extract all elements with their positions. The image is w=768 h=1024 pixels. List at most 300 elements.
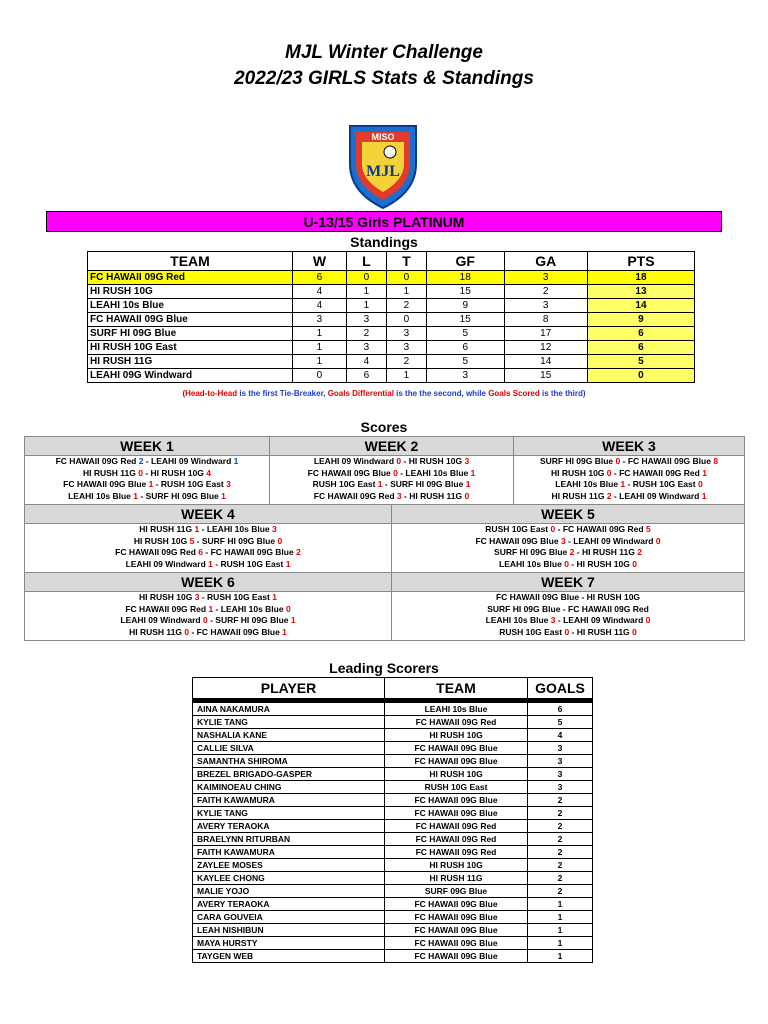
scorers-col-header: TEAM [385,678,528,699]
stat-cell: 17 [504,327,587,341]
standings-col-header: L [346,252,386,271]
player-name: KAYLEE CHONG [193,872,385,885]
away-score: 1 [233,456,239,466]
stat-cell: 15 [426,285,504,299]
away-team: LEAHI 10s Blue [220,603,284,614]
standings-col-header: W [293,252,347,271]
away-team: HI RUSH 10G [586,592,641,602]
player-goals: 2 [528,885,593,898]
home-score: 6 [198,547,204,557]
home-team: LEAHI 09 Windward [125,558,206,569]
team-name: FC HAWAII 09G Red [88,271,293,285]
away-score: 0 [655,535,661,546]
home-score: 0 [138,467,143,478]
player-team: FC HAWAII 09G Blue [385,807,528,820]
player-goals: 1 [528,924,593,937]
player-goals: 2 [528,846,593,859]
away-score: 1 [290,615,296,625]
player-team: FC HAWAII 09G Red [385,833,528,846]
stat-cell: 9 [426,299,504,313]
team-name: LEAHI 09G Windward [88,369,293,383]
stat-cell: 18 [426,271,504,285]
player-team: FC HAWAII 09G Blue [385,742,528,755]
away-team: SURF HI 09G Blue [215,615,289,625]
week-box [391,572,745,641]
stat-cell: 3 [346,313,386,327]
week-box [24,572,392,641]
standings-row [88,285,695,299]
game-result: LEAHI 09 Windward 0 - HI RUSH 10G 3 [313,456,470,466]
game-result: HI RUSH 11G 0 - HI RUSH 10G 4 [82,467,212,478]
scorer-row [193,833,593,846]
week-box [24,504,392,573]
standings-col-header: T [386,252,426,271]
game-result: HI RUSH 11G 1 - LEAHI 10s Blue 3 [139,524,277,534]
week-box [269,436,514,505]
away-team: HI RUSH 10G [576,558,630,569]
player-goals: 2 [528,833,593,846]
team-name: HI RUSH 10G [88,285,293,299]
standings-col-header: PTS [587,252,694,271]
scorer-row [193,807,593,820]
player-name: CALLIE SILVA [193,742,385,755]
away-team: HI RUSH 11G [409,490,463,501]
home-team: HI RUSH 11G [551,490,605,501]
stat-cell: 2 [386,355,426,369]
away-team: FC HAWAII 09G Red [568,603,649,614]
stat-cell: 15 [504,369,587,383]
week-title: WEEK 3 [514,437,744,456]
home-score: 5 [189,535,195,546]
standings-row [88,355,695,369]
away-team: FC HAWAII 09G Blue [627,456,711,466]
stat-cell: 3 [504,299,587,313]
player-team: FC HAWAII 09G Blue [385,911,528,924]
away-score: 1 [701,490,707,501]
standings-col-header: GF [426,252,504,271]
standings-col-header: GA [504,252,587,271]
game-result: HI RUSH 10G 3 - RUSH 10G East 1 [139,592,277,602]
standings-row [88,369,695,383]
standings-label: Standings [350,234,418,250]
away-score: 0 [632,626,637,637]
scorer-row [193,794,593,807]
home-score: 0 [564,626,570,637]
player-name: FAITH KAWAMURA [193,846,385,859]
home-score: 1 [148,479,154,489]
home-score: 1 [194,524,200,534]
home-team: LEAHI 10s Blue [68,490,131,501]
svg-text:MJL: MJL [366,163,400,180]
game-result: RUSH 10G East 0 - FC HAWAII 09G Red 5 [485,524,651,534]
standings-col-header: TEAM [88,252,293,271]
away-score: 5 [645,524,651,534]
away-team: FC HAWAII 09G Red [562,524,644,534]
home-team: FC HAWAII 09G Blue [475,535,559,546]
home-team: LEAHI 10s Blue [555,479,619,489]
player-name: NASHALIA KANE [193,729,385,742]
game-result: RUSH 10G East 1 - SURF HI 09G Blue 1 [312,479,471,489]
week-title: WEEK 6 [25,573,391,592]
stat-cell: 0 [293,369,347,383]
stat-cell: 9 [587,313,694,327]
player-name: ZAYLEE MOSES [193,859,385,872]
svg-text:MISO: MISO [371,132,395,142]
stat-cell: 1 [346,299,386,313]
stat-cell: 5 [426,355,504,369]
stat-cell: 1 [293,341,347,355]
home-team: RUSH 10G East [485,524,549,534]
scorer-row [193,781,593,794]
away-score: 1 [272,592,277,602]
player-name: LEAH NISHIBUN [193,924,385,937]
away-team: FC HAWAII 09G Blue [196,626,280,637]
away-team: LEAHI 09 Windward [563,615,644,625]
home-team: HI RUSH 11G [82,467,136,478]
player-goals: 1 [528,898,593,911]
stat-cell: 3 [293,313,347,327]
away-team: RUSH 10G East [220,558,284,569]
tiebreaker-note: (Head-to-Head is the first Tie-Breaker, Goals Differential is the the second, while Goals Scored is the third) [182,389,586,398]
game-result: FC HAWAII 09G Blue 0 - LEAHI 10s Blue 1 [307,467,476,478]
away-team: LEAHI 09 Windward [151,456,232,466]
home-team: LEAHI 09 Windward [313,456,395,466]
week-title: WEEK 4 [25,505,391,524]
stat-cell: 3 [386,341,426,355]
stat-cell: 13 [587,285,694,299]
home-team: SURF HI 09G Blue [539,456,614,466]
home-score: 2 [606,490,612,501]
game-result: LEAHI 10s Blue 1 - RUSH 10G East 0 [555,479,703,489]
stat-cell: 4 [293,285,347,299]
away-score: 0 [632,558,637,569]
home-score: 1 [377,479,383,489]
away-team: RUSH 10G East [632,479,696,489]
away-team: FC HAWAII 09G Red [619,467,700,478]
player-name: KYLIE TANG [193,716,385,729]
away-score: 1 [470,467,476,478]
home-score: 0 [606,467,612,478]
home-team: HI RUSH 11G [129,626,182,637]
standings-table [87,251,695,383]
player-goals: 2 [528,859,593,872]
home-team: HI RUSH 11G [139,524,193,534]
home-score: 1 [133,490,139,501]
standings-row [88,313,695,327]
player-team: FC HAWAII 09G Blue [385,898,528,911]
stat-cell: 14 [587,299,694,313]
scorer-row [193,872,593,885]
stat-cell: 2 [386,299,426,313]
home-team: LEAHI 10s Blue [499,558,562,569]
game-result: LEAHI 10s Blue 1 - SURF HI 09G Blue 1 [68,490,226,501]
game-result: FC HAWAII 09G Blue 1 - RUSH 10G East 3 [63,479,231,489]
player-team: SURF 09G Blue [385,885,528,898]
stat-cell: 1 [346,285,386,299]
player-name: KAIMINOEAU CHING [193,781,385,794]
game-result: FC HAWAII 09G Red 6 - FC HAWAII 09G Blue 2 [115,547,301,557]
stat-cell: 5 [587,355,694,369]
team-name: SURF HI 09G Blue [88,327,293,341]
player-team: LEAHI 10s Blue [385,703,528,716]
home-team: FC HAWAII 09G Red [313,490,395,501]
game-result: LEAHI 09 Windward 1 - RUSH 10G East 1 [125,558,291,569]
scorer-row [193,742,593,755]
away-team: LEAHI 09 Windward [573,535,654,546]
home-score: 1 [620,479,626,489]
away-team: HI RUSH 11G [576,626,630,637]
game-result: HI RUSH 11G 0 - FC HAWAII 09G Blue 1 [129,626,287,637]
stat-cell: 1 [293,355,347,369]
player-name: TAYGEN WEB [193,950,385,963]
home-team: FC HAWAII 09G Red [115,547,196,557]
home-score: 0 [615,456,621,466]
away-score: 3 [226,479,231,489]
scorers-col-header: PLAYER [193,678,385,699]
away-score: 8 [713,456,719,466]
scorer-row [193,768,593,781]
stat-cell: 4 [346,355,386,369]
player-team: FC HAWAII 09G Blue [385,755,528,768]
scorer-row [193,911,593,924]
away-score: 1 [702,467,707,478]
stat-cell: 0 [346,271,386,285]
week-title: WEEK 5 [392,505,744,524]
player-goals: 6 [528,703,593,716]
scorer-row [193,703,593,716]
home-team: FC HAWAII 09G Blue [495,592,580,602]
stat-cell: 0 [587,369,694,383]
player-team: RUSH 10G East [385,781,528,794]
scorer-row [193,859,593,872]
standings-row [88,271,695,285]
player-team: FC HAWAII 09G Red [385,846,528,859]
scorer-row [193,729,593,742]
game-result: HI RUSH 10G 0 - FC HAWAII 09G Red 1 [551,467,707,478]
away-score: 1 [221,490,226,501]
stat-cell: 1 [293,327,347,341]
game-result: FC HAWAII 09G Blue - HI RUSH 10G [495,592,641,602]
scorer-row [193,885,593,898]
team-name: FC HAWAII 09G Blue [88,313,293,327]
player-name: AVERY TERAOKA [193,820,385,833]
game-result: LEAHI 09 Windward 0 - SURF HI 09G Blue 1 [120,615,296,625]
game-result: SURF HI 09G Blue 2 - HI RUSH 11G 2 [494,547,642,557]
stat-cell: 8 [504,313,587,327]
game-result: HI RUSH 10G 5 - SURF HI 09G Blue 0 [133,535,283,546]
player-goals: 1 [528,937,593,950]
player-name: FAITH KAWAMURA [193,794,385,807]
away-score: 0 [697,479,703,489]
stat-cell: 3 [386,327,426,341]
home-team: LEAHI 09 Windward [120,615,201,625]
away-team: RUSH 10G East [160,479,224,489]
player-goals: 4 [528,729,593,742]
home-team: HI RUSH 10G [139,592,193,602]
team-name: HI RUSH 11G [88,355,293,369]
player-name: AVERY TERAOKA [193,898,385,911]
away-score: 4 [206,467,212,478]
player-team: FC HAWAII 09G Red [385,716,528,729]
week-box [513,436,745,505]
stat-cell: 18 [587,271,694,285]
player-team: HI RUSH 10G [385,768,528,781]
player-team: FC HAWAII 09G Red [385,820,528,833]
player-goals: 2 [528,872,593,885]
stat-cell: 3 [504,271,587,285]
player-team: FC HAWAII 09G Blue [385,794,528,807]
player-team: HI RUSH 10G [385,859,528,872]
away-team: HI RUSH 10G [408,456,463,466]
stat-cell: 6 [346,369,386,383]
away-team: HI RUSH 10G [150,467,204,478]
game-result: SURF HI 09G Blue 0 - FC HAWAII 09G Blue 8 [539,456,719,466]
stat-cell: 2 [504,285,587,299]
stat-cell: 5 [426,327,504,341]
game-result: FC HAWAII 09G Red 2 - LEAHI 09 Windward 1 [55,456,239,466]
player-team: FC HAWAII 09G Blue [385,924,528,937]
stat-cell: 14 [504,355,587,369]
away-score: 2 [296,547,301,557]
game-result: FC HAWAII 09G Blue 3 - LEAHI 09 Windward 0 [475,535,661,546]
away-score: 1 [282,626,287,637]
away-score: 0 [277,535,283,546]
home-score: 3 [550,615,556,625]
player-name: MAYA HURSTY [193,937,385,950]
home-score: 0 [202,615,208,625]
stat-cell: 3 [426,369,504,383]
away-score: 3 [272,524,277,534]
player-goals: 2 [528,794,593,807]
player-name: KYLIE TANG [193,807,385,820]
week-title: WEEK 2 [270,437,513,456]
home-score: 0 [396,456,402,466]
player-goals: 3 [528,768,593,781]
away-team: LEAHI 10s Blue [206,524,270,534]
player-name: SAMANTHA SHIROMA [193,755,385,768]
home-team: FC HAWAII 09G Red [125,603,207,614]
player-goals: 2 [528,820,593,833]
game-result: LEAHI 10s Blue 3 - LEAHI 09 Windward 0 [485,615,651,625]
scorer-row [193,820,593,833]
stat-cell: 6 [293,271,347,285]
player-name: AINA NAKAMURA [193,703,385,716]
scores-label: Scores [360,419,408,435]
scorer-row [193,924,593,937]
away-team: FC HAWAII 09G Blue [210,547,294,557]
stat-cell: 0 [386,271,426,285]
stat-cell: 2 [346,327,386,341]
home-team: RUSH 10G East [499,626,563,637]
standings-row [88,341,695,355]
scorer-row [193,950,593,963]
home-score: 3 [396,490,402,501]
week-box [24,436,270,505]
player-goals: 1 [528,950,593,963]
game-result: SURF HI 09G Blue - FC HAWAII 09G Red [487,603,649,614]
leading-scorers-table [192,677,593,963]
player-goals: 2 [528,807,593,820]
game-result: LEAHI 10s Blue 0 - HI RUSH 10G 0 [499,558,637,569]
player-name: CARA GOUVEIA [193,911,385,924]
game-result: RUSH 10G East 0 - HI RUSH 11G 0 [499,626,637,637]
player-team: HI RUSH 10G [385,729,528,742]
home-team: FC HAWAII 09G Blue [63,479,147,489]
player-goals: 3 [528,742,593,755]
home-score: 0 [564,558,569,569]
scorer-row [193,716,593,729]
player-team: HI RUSH 11G [385,872,528,885]
home-score: 1 [208,558,213,569]
away-team: SURF HI 09G Blue [145,490,219,501]
stat-cell: 15 [426,313,504,327]
home-team: SURF HI 09G Blue [494,547,568,557]
scorer-row [193,898,593,911]
home-team: RUSH 10G East [312,479,376,489]
away-team: SURF HI 09G Blue [201,535,276,546]
player-goals: 1 [528,911,593,924]
away-team: SURF HI 09G Blue [390,479,464,489]
away-score: 1 [465,479,471,489]
stat-cell: 6 [587,341,694,355]
page-title: MJL Winter Challenge [285,42,483,63]
team-name: LEAHI 10s Blue [88,299,293,313]
player-goals: 3 [528,755,593,768]
game-result: HI RUSH 11G 2 - LEAHI 09 Windward 1 [551,490,707,501]
scorers-col-header: GOALS [528,678,593,699]
away-team: LEAHI 10s Blue [405,467,469,478]
stat-cell: 6 [426,341,504,355]
away-score: 3 [464,456,470,466]
home-score: 0 [184,626,190,637]
home-score: 0 [550,524,556,534]
away-score: 2 [637,547,642,557]
page-subtitle: 2022/23 GIRLS Stats & Standings [234,68,534,89]
home-team: HI RUSH 10G [551,467,605,478]
home-team: LEAHI 10s Blue [485,615,549,625]
away-score: 1 [285,558,291,569]
away-score: 0 [285,603,291,614]
home-score: 0 [393,467,398,478]
game-result: FC HAWAII 09G Red 1 - LEAHI 10s Blue 0 [125,603,291,614]
home-team: HI RUSH 10G [133,535,188,546]
player-name: BRAELYNN RITURBAN [193,833,385,846]
stat-cell: 1 [386,369,426,383]
player-name: BREZEL BRIGADO-GASPER [193,768,385,781]
stat-cell: 4 [293,299,347,313]
team-name: HI RUSH 10G East [88,341,293,355]
home-team: FC HAWAII 09G Blue [307,467,391,478]
player-team: FC HAWAII 09G Blue [385,937,528,950]
scorer-row [193,846,593,859]
away-score: 0 [464,490,470,501]
scorer-row [193,755,593,768]
player-name: MALIE YOJO [193,885,385,898]
home-score: 2 [569,547,575,557]
stat-cell: 3 [346,341,386,355]
stat-cell: 12 [504,341,587,355]
week-box [391,504,745,573]
week-title: WEEK 1 [25,437,269,456]
home-team: FC HAWAII 09G Red [55,456,137,466]
player-team: FC HAWAII 09G Blue [385,950,528,963]
stat-cell: 1 [386,285,426,299]
home-team: SURF HI 09G Blue [487,603,561,614]
stat-cell: 0 [386,313,426,327]
home-score: 1 [208,603,214,614]
away-team: LEAHI 09 Windward [619,490,700,501]
player-goals: 5 [528,716,593,729]
